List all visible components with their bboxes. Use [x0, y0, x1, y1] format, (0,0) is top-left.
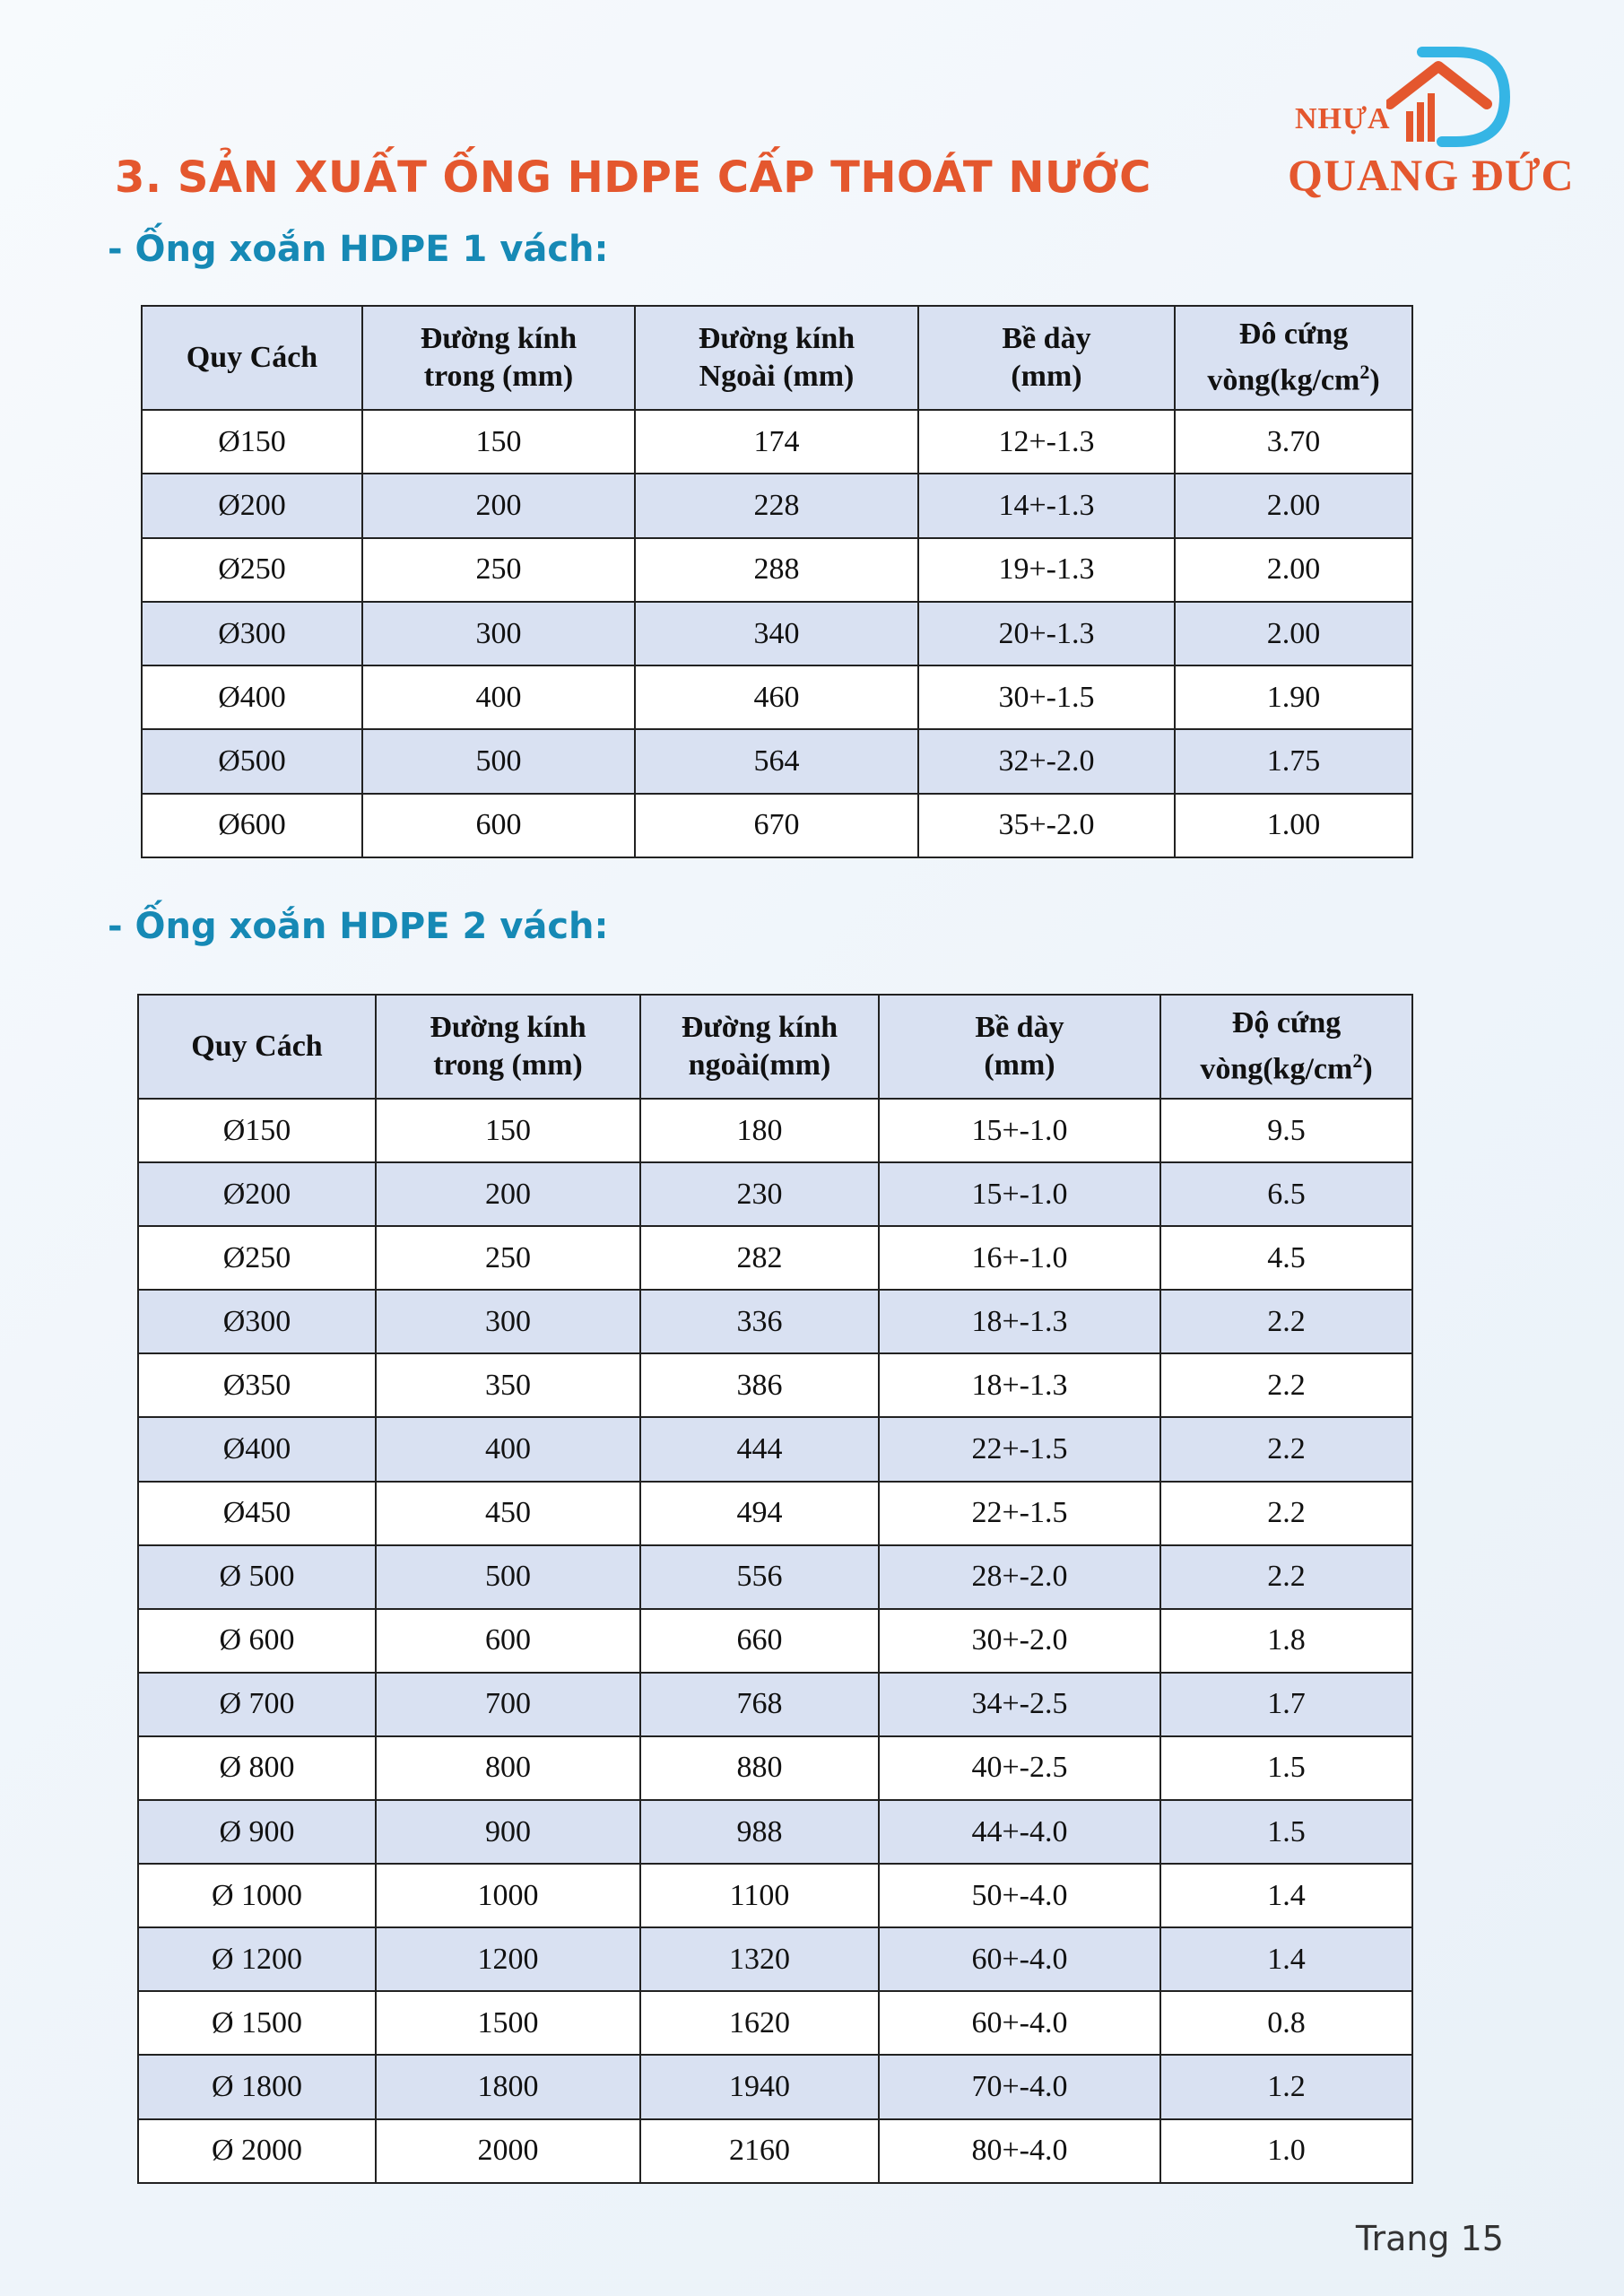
table-cell: Ø600	[142, 794, 362, 857]
table-row	[138, 1673, 1412, 1736]
table-cell: 6.5	[1160, 1162, 1412, 1226]
table-cell: 15+-1.0	[879, 1099, 1160, 1162]
table-cell: 2160	[640, 2119, 879, 2183]
table-cell: 18+-1.3	[879, 1290, 1160, 1353]
table-cell: Ø150	[142, 410, 362, 474]
table-header	[138, 995, 1412, 1099]
header-line: ngoài(mm)	[688, 1048, 831, 1082]
single-wall-pipe-table	[141, 305, 1413, 858]
table-cell: 20+-1.3	[918, 602, 1175, 665]
table-cell: 564	[635, 729, 918, 793]
table-cell: 494	[640, 1482, 879, 1545]
table-cell: 340	[635, 602, 918, 665]
table-cell: 1.4	[1160, 1927, 1412, 1991]
column-header	[918, 306, 1175, 410]
column-header	[635, 306, 918, 410]
table-cell: Ø200	[138, 1162, 376, 1226]
table-cell: 9.5	[1160, 1099, 1412, 1162]
table-cell: 2.2	[1160, 1290, 1412, 1353]
page-heading: 3. SẢN XUẤT ỐNG HDPE CẤP THOÁT NƯỚC	[115, 152, 1151, 203]
header-line: Đường kính	[430, 1011, 586, 1044]
table-cell: 19+-1.3	[918, 538, 1175, 602]
header-row	[142, 306, 1412, 410]
table-header	[142, 306, 1412, 410]
table-cell: 2.2	[1160, 1417, 1412, 1481]
header-line: trong (mm)	[423, 360, 574, 393]
table-cell: Ø300	[142, 602, 362, 665]
table-cell: 400	[376, 1417, 640, 1481]
table-cell: 1200	[376, 1927, 640, 1991]
table-cell: Ø 1500	[138, 1991, 376, 2055]
logo-text-small: NHỰA	[1295, 102, 1391, 135]
table-cell: 1.5	[1160, 1736, 1412, 1800]
table-cell: 35+-2.0	[918, 794, 1175, 857]
table-cell: 22+-1.5	[879, 1482, 1160, 1545]
table-cell: 336	[640, 1290, 879, 1353]
table-cell: 450	[376, 1482, 640, 1545]
table-cell: 32+-2.0	[918, 729, 1175, 793]
table-cell: 0.8	[1160, 1991, 1412, 2055]
table-row	[138, 1353, 1412, 1417]
column-header	[640, 995, 879, 1099]
table-cell: 670	[635, 794, 918, 857]
table-row	[138, 1417, 1412, 1481]
table-cell: 2.2	[1160, 1482, 1412, 1545]
table-cell: 200	[376, 1162, 640, 1226]
table-cell: 180	[640, 1099, 879, 1162]
table-cell: 386	[640, 1353, 879, 1417]
table-cell: Ø300	[138, 1290, 376, 1353]
table-row	[138, 1545, 1412, 1609]
house-d-logo-icon	[1386, 45, 1521, 152]
table-row	[138, 1290, 1412, 1353]
table-cell: 500	[362, 729, 635, 793]
table-cell: 200	[362, 474, 635, 537]
table-cell: 1.8	[1160, 1609, 1412, 1673]
table-cell: 288	[635, 538, 918, 602]
table-row	[138, 1736, 1412, 1800]
table-cell: 460	[635, 665, 918, 729]
table-body	[138, 1099, 1412, 2183]
table-cell: 700	[376, 1673, 640, 1736]
table-cell: 18+-1.3	[879, 1353, 1160, 1417]
table-cell: 2.2	[1160, 1545, 1412, 1609]
table-cell: 1320	[640, 1927, 879, 1991]
table-body	[142, 410, 1412, 857]
header-line: Đường kính	[698, 322, 855, 355]
table-row	[138, 1927, 1412, 1991]
table-cell: 34+-2.5	[879, 1673, 1160, 1736]
column-header	[362, 306, 635, 410]
header-line: vòng(kg/cm	[1207, 363, 1360, 397]
table-cell: 600	[376, 1609, 640, 1673]
table-cell: Ø250	[138, 1226, 376, 1290]
table-cell: 768	[640, 1673, 879, 1736]
table-cell: 1620	[640, 1991, 879, 2055]
table-cell: 1.90	[1175, 665, 1412, 729]
table-row	[138, 1991, 1412, 2055]
table-cell: Ø400	[142, 665, 362, 729]
table-row	[142, 474, 1412, 537]
table-cell: 80+-4.0	[879, 2119, 1160, 2183]
table-row	[138, 2119, 1412, 2183]
table-cell: 60+-4.0	[879, 1927, 1160, 1991]
header-line: Đô cứng	[1238, 317, 1349, 352]
table-cell: 600	[362, 794, 635, 857]
table-cell: Ø500	[142, 729, 362, 793]
table-cell: Ø 800	[138, 1736, 376, 1800]
table-cell: 150	[362, 410, 635, 474]
table-cell: Ø200	[142, 474, 362, 537]
table-cell: 230	[640, 1162, 879, 1226]
table-cell: 50+-4.0	[879, 1864, 1160, 1927]
table-cell: 30+-2.0	[879, 1609, 1160, 1673]
header-superscript: 2	[1359, 361, 1370, 384]
table-cell: 1.0	[1160, 2119, 1412, 2183]
table-cell: 60+-4.0	[879, 1991, 1160, 2055]
table-cell: 3.70	[1175, 410, 1412, 474]
header-line: vòng(kg/cm	[1200, 1052, 1353, 1086]
table-cell: Ø 600	[138, 1609, 376, 1673]
table-cell: 250	[362, 538, 635, 602]
header-line: Bề dày	[1002, 322, 1091, 355]
header-line: Quy Cách	[186, 341, 318, 374]
table-cell: 500	[376, 1545, 640, 1609]
table-cell: 40+-2.5	[879, 1736, 1160, 1800]
table-cell: 1.4	[1160, 1864, 1412, 1927]
table-cell: 880	[640, 1736, 879, 1800]
table-row	[142, 410, 1412, 474]
table-cell: Ø 900	[138, 1800, 376, 1864]
table-cell: 1100	[640, 1864, 879, 1927]
table-row	[138, 1099, 1412, 1162]
table-row	[142, 538, 1412, 602]
table-cell: Ø350	[138, 1353, 376, 1417]
header-line: Đường kính	[420, 322, 578, 355]
header-line: Độ cứng	[1231, 1006, 1342, 1040]
header-superscript: 2	[1352, 1049, 1363, 1073]
table-cell: 660	[640, 1609, 879, 1673]
table-row	[142, 729, 1412, 793]
table-row	[142, 602, 1412, 665]
table-cell: Ø150	[138, 1099, 376, 1162]
header-line: (mm)	[984, 1048, 1055, 1082]
table-cell: 2000	[376, 2119, 640, 2183]
table-cell: 228	[635, 474, 918, 537]
column-header	[879, 995, 1160, 1099]
header-line: Bề dày	[975, 1011, 1064, 1044]
table-row	[142, 665, 1412, 729]
table-cell: 556	[640, 1545, 879, 1609]
table-cell: Ø450	[138, 1482, 376, 1545]
header-row	[138, 995, 1412, 1099]
column-header	[138, 995, 376, 1099]
table-cell: 250	[376, 1226, 640, 1290]
table-cell: 28+-2.0	[879, 1545, 1160, 1609]
table-cell: 2.00	[1175, 474, 1412, 537]
table-cell: 800	[376, 1736, 640, 1800]
table-row	[142, 794, 1412, 857]
table-cell: 1800	[376, 2055, 640, 2118]
header-line: Ngoài (mm)	[699, 360, 855, 393]
table-cell: Ø 500	[138, 1545, 376, 1609]
brand-logo	[1288, 45, 1575, 206]
table-row	[138, 1800, 1412, 1864]
table-cell: Ø 1000	[138, 1864, 376, 1927]
table-cell: 900	[376, 1800, 640, 1864]
table-row	[138, 1482, 1412, 1545]
table-cell: 1.7	[1160, 1673, 1412, 1736]
table-cell: 2.00	[1175, 538, 1412, 602]
table-cell: Ø 1200	[138, 1927, 376, 1991]
table-row	[138, 1864, 1412, 1927]
table-cell: 150	[376, 1099, 640, 1162]
table-row	[138, 2055, 1412, 2118]
table-cell: 1.75	[1175, 729, 1412, 793]
header-line: trong (mm)	[433, 1048, 583, 1082]
table-row	[138, 1226, 1412, 1290]
table-cell: 350	[376, 1353, 640, 1417]
table-cell: Ø 1800	[138, 2055, 376, 2118]
header-line: Quy Cách	[191, 1030, 323, 1063]
logo-text-large: QUANG ĐỨC	[1288, 150, 1575, 200]
header-line: Đường kính	[681, 1011, 838, 1044]
table-cell: 1000	[376, 1864, 640, 1927]
section-title-single-wall: - Ống xoắn HDPE 1 vách:	[108, 229, 609, 270]
table-cell: 1.2	[1160, 2055, 1412, 2118]
table-cell: 300	[362, 602, 635, 665]
table-cell: 30+-1.5	[918, 665, 1175, 729]
table-cell: Ø 2000	[138, 2119, 376, 2183]
table-cell: 22+-1.5	[879, 1417, 1160, 1481]
table-cell: 1500	[376, 1991, 640, 2055]
table-cell: 988	[640, 1800, 879, 1864]
table-cell: Ø400	[138, 1417, 376, 1481]
page-number: Trang 15	[1355, 2219, 1504, 2258]
double-wall-pipe-table	[137, 994, 1413, 2184]
section-title-double-wall: - Ống xoắn HDPE 2 vách:	[108, 906, 609, 947]
table-cell: 300	[376, 1290, 640, 1353]
table-cell: 2.2	[1160, 1353, 1412, 1417]
column-header	[376, 995, 640, 1099]
table-cell: 444	[640, 1417, 879, 1481]
table-cell: 70+-4.0	[879, 2055, 1160, 2118]
header-line: (mm)	[1011, 360, 1082, 393]
table-cell: 400	[362, 665, 635, 729]
table-row	[138, 1162, 1412, 1226]
table-cell: 1.5	[1160, 1800, 1412, 1864]
header-line: )	[1369, 363, 1380, 397]
table-cell: 14+-1.3	[918, 474, 1175, 537]
table-cell: 1940	[640, 2055, 879, 2118]
table-cell: 44+-4.0	[879, 1800, 1160, 1864]
column-header	[1160, 995, 1412, 1099]
table-cell: Ø250	[142, 538, 362, 602]
table-cell: 2.00	[1175, 602, 1412, 665]
table-cell: 12+-1.3	[918, 410, 1175, 474]
table-cell: 282	[640, 1226, 879, 1290]
table-cell: 174	[635, 410, 918, 474]
column-header	[142, 306, 362, 410]
table-cell: 16+-1.0	[879, 1226, 1160, 1290]
table-cell: Ø 700	[138, 1673, 376, 1736]
table-cell: 15+-1.0	[879, 1162, 1160, 1226]
table-cell: 1.00	[1175, 794, 1412, 857]
table-cell: 4.5	[1160, 1226, 1412, 1290]
table-row	[138, 1609, 1412, 1673]
column-header	[1175, 306, 1412, 410]
header-line: )	[1362, 1052, 1373, 1086]
